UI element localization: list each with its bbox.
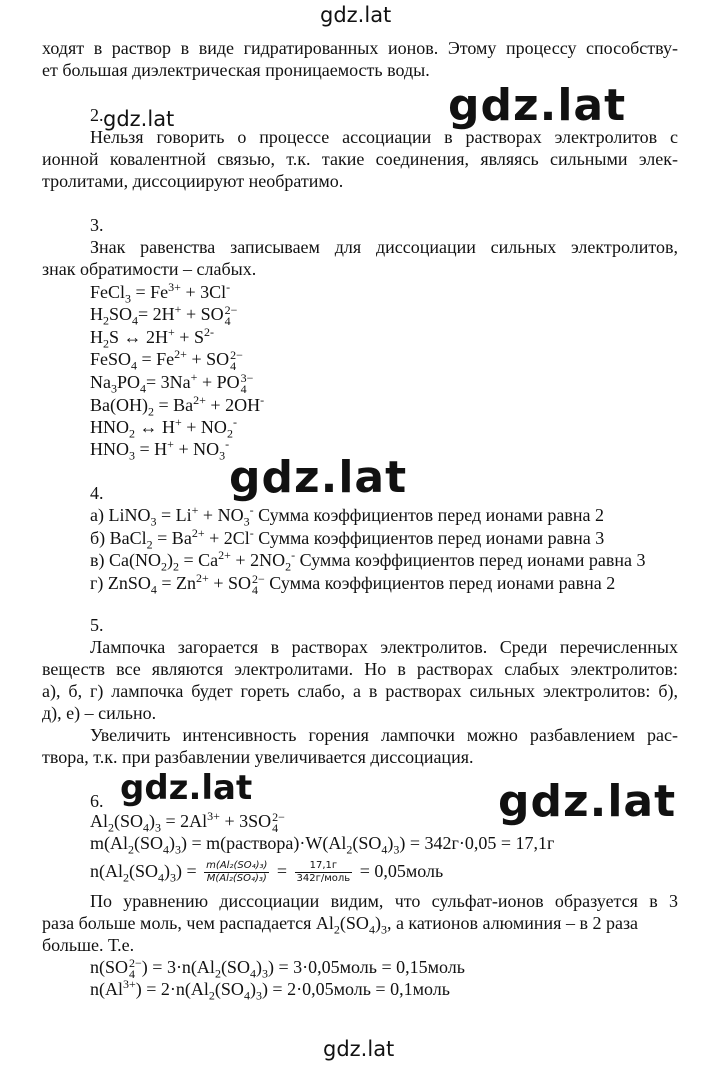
sulfate-ion-index: 2− 4 xyxy=(224,302,238,328)
section-2-number: 2. xyxy=(90,105,104,125)
fraction-numeric: $\frac{17,1г}{\text{342г/моль}}$ xyxy=(296,860,351,885)
section-3-number: 3. xyxy=(90,215,104,235)
section-5-line-6: твора, т.к. при разбавлении увеличивается диссоциация. xyxy=(42,747,474,767)
section-2-line-1: Нельзя говорить о процессе ассоциации в растворах электролитов с xyxy=(90,127,678,147)
equation-h2s: $H_2S$ ↔ $2H^+ + S^{2-}$ xyxy=(90,325,214,351)
section-5-line-4: д), е) – сильно. xyxy=(42,703,157,723)
section-3-line-1: Знак равенства записываем для диссоциации сильных электролитов, xyxy=(90,237,678,257)
watermark-top: gdz.lat xyxy=(320,3,392,27)
equation-aluminium-moles: $n(Al^{3+}) = 2\cdot n(Al_2(SO_4)_3)$ = 2·0,05моль = 0,1моль xyxy=(90,977,450,1003)
equation-moles: $n(Al_2(SO_4)_3)$ = $\frac{\text{m(Al₂(SO₄)₃)}}{\text{M(Al₂(SO₄)₃)}}$ = $\frac{17,1г}{\text{342г/моль}}$ = 0,05моль xyxy=(90,860,444,885)
sulfate-ion-index: 2− 4 xyxy=(252,571,265,597)
section-4-number: 4. xyxy=(90,483,104,503)
equation-h2so4: $H_2SO_4= 2H^+$ + SO 2− 4 xyxy=(90,302,238,328)
equation-mass: $m(Al_2(SO_4)_3)$ = $m(раствора)\cdot W(Al_2(SO_4)_3) = 342г\cdot 0,05 = 17,1г$ xyxy=(90,833,555,857)
equation-hno2: $HNO_2$ ↔ $H^+ + NO_2^-$ xyxy=(90,415,237,441)
equation-fecl3: FeCl$_3$ = $Fe^{3+} + 3Cl^-$ xyxy=(90,280,231,306)
sulfate-ion-index: 2− 4 xyxy=(230,347,243,373)
watermark-large-1: gdz.lat xyxy=(448,80,627,131)
section-5-line-3: а), б, г) лампочка будет гореть слабо, а в растворах сильных электролитов: б), xyxy=(42,681,678,701)
watermark-bottom: gdz.lat xyxy=(323,1037,395,1061)
sulfate-ion-index: 2− 4 xyxy=(129,955,142,981)
section-6-line-3: больше. Т.е. xyxy=(42,935,135,955)
intro-line-1: ходят в раствор в виде гидратированных ионов. Этому процессу способству- xyxy=(42,38,678,58)
watermark-large-3: gdz.lat xyxy=(498,776,677,827)
section-4-item-a: а) LiNO$_3$ = $Li^+ + NO_3^-$ Сумма коэффициентов перед ионами равна 2 xyxy=(90,503,605,529)
section-4-item-b: б) BaCl$_2$ = $Ba^{2+} + 2Cl^-$ Сумма коэффициентов перед ионами равна 3 xyxy=(90,526,605,552)
section-6-line-2: раза больше моль, чем распадается $Al_2(SO_4)_3$, а катионов алюминия – в 2 раза xyxy=(42,913,639,937)
section-4-item-c: в) $Ca(NO_2)_2 = Ca^{2+} + 2NO_2^-$ Сумма коэффициентов перед ионами равна 3 xyxy=(90,548,646,574)
fraction-mass-over-molar-mass: $\frac{\text{m(Al₂(SO₄)₃)}}{\text{M(Al₂(SO₄)₃)}}$ xyxy=(206,860,268,885)
equation-hno3: $HNO_3 = H^+ + NO_3^-$ xyxy=(90,437,230,463)
watermark-section2: gdz.lat xyxy=(103,107,175,131)
section-6-number: 6. xyxy=(90,791,104,811)
phosphate-ion-index: 3− 4 xyxy=(240,370,254,396)
section-6-line-1: По уравнению диссоциации видим, что сульфат-ионов образуется в 3 xyxy=(90,891,678,911)
section-3-line-2: знак обратимости – слабых. xyxy=(42,259,257,279)
equation-na3po4: $Na_3PO_4= 3Na^+$ + PO 3− 4 xyxy=(90,370,254,396)
equation-baoh2: $Ba(OH)_2 = Ba^{2+} + 2OH^-$ xyxy=(90,393,265,419)
section-2-line-3: тролитами, диссоциируют необратимо. xyxy=(42,171,344,191)
intro-line-2: ет большая диэлектрическая проницаемость воды. xyxy=(42,60,430,80)
equation-al2so43-dissociation: $Al_2(SO_4)_3 = 2Al^{3+} + 3SO$ 2− 4 xyxy=(90,809,285,835)
equation-feso4: FeSO$_4$ = $Fe^{2+}$ + SO 2− 4 xyxy=(90,347,243,373)
watermark-section6: gdz.lat xyxy=(120,768,253,808)
sulfate-ion-index: 2− 4 xyxy=(272,809,285,835)
section-2-line-2: ионной ковалентной связью, т.к. такие соединения, являясь сильными элек- xyxy=(42,149,678,169)
equation-sulfate-moles: n(SO 2− 4 ) = $3\cdot n(Al_2(SO_4)_3)$ = 3·0,05моль = 0,15моль xyxy=(90,955,465,981)
section-5-number: 5. xyxy=(90,615,104,635)
watermark-large-2: gdz.lat xyxy=(229,452,408,503)
section-4-item-d: г) ZnSO$_4$ = $Zn^{2+}$ + SO 2− 4 Сумма коэффициентов перед ионами равна 2 xyxy=(90,571,616,597)
section-5-line-1: Лампочка загорается в растворах электролитов. Среди перечисленных xyxy=(90,637,678,657)
section-5-line-5: Увеличить интенсивность горения лампочки можно разбавлением рас- xyxy=(90,725,678,745)
section-5-line-2: веществ все являются электролитами. Но в растворах слабых электролитов: xyxy=(42,659,678,679)
